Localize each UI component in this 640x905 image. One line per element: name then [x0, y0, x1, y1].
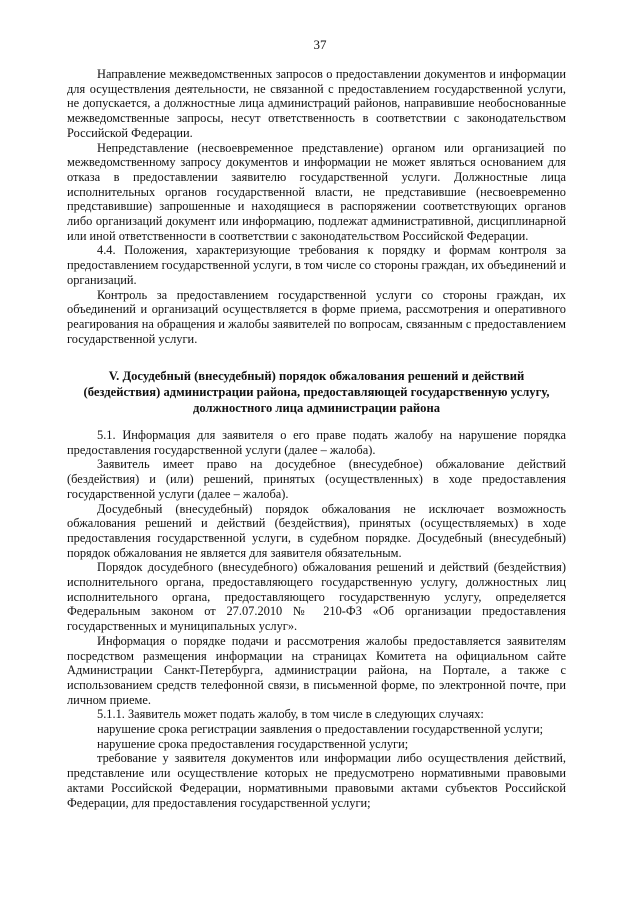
paragraph: Контроль за предоставлением государственной услуги со стороны граждан, их объединений и организаций осуществляется в форме приема, рассмотрения и оперативного реагирования на обращения и жалобы заявителей по вопросам, связанным с предоставлением государственной услуги.	[67, 287, 566, 346]
paragraph: 5.1. Информация для заявителя о его праве подать жалобу на нарушение порядка предоставления государственной услуги (далее – жалоба).	[67, 428, 566, 457]
paragraph: Информация о порядке подачи и рассмотрения жалобы предоставляется заявителям посредством размещения информации на страницах Комитета на официальном сайте Администрации Санкт-Петербурга, администрации района, на Портале, а также с использованием средств телефонной связи, в письменной форме, по электронной почте, при личном приеме.	[67, 633, 566, 707]
page-number: 37	[313, 37, 327, 52]
paragraph: 4.4. Положения, характеризующие требования к порядку и формам контроля за предоставлением государственной услуги, в том числе со стороны граждан, их объединений и организаций.	[67, 243, 566, 287]
section-heading	[67, 368, 566, 416]
paragraph: нарушение срока предоставления государственной услуги;	[97, 736, 409, 751]
heading-line: (бездействия) администрации района, предоставляющей государственную услугу,	[83, 385, 550, 399]
paragraph: Порядок досудебного (внесудебного) обжалования решений и действий (бездействия) исполнительного органа, предоставляющего государственную услугу, должностных лиц исполнительного органа, предоставляющего государственную услугу, определяется Федеральным законом от 27.07.2010 № 210-ФЗ «Об организации предоставления государственных и муниципальных услуг».	[67, 560, 566, 634]
section-paragraphs	[67, 428, 566, 810]
heading-line: V. Досудебный (внесудебный) порядок обжалования решений и действий	[108, 369, 525, 383]
paragraph: Непредставление (несвоевременное представление) органом или организацией по межведомственному запросу документов и информации не может являться основанием для отказа в предоставлении заявителю государственной услуги. Должностные лица исполнительных органов государственной власти, не представившие (несвоевременно представившие) запрошенные и находящиеся в распоряжении соответствующих органов либо организаций документ или информацию, подлежат административной, дисциплинарной или иной ответственности в соответствии с законодательством Российской Федерации.	[67, 140, 566, 243]
paragraph: требование у заявителя документов или информации либо осуществления действий, представление или осуществление которых не предусмотрено нормативными правовыми актами Российской Федерации, нормативными правовыми актами субъектов Российской Федерации, для предоставления государственной услуги;	[67, 751, 566, 810]
paragraph: Досудебный (внесудебный) порядок обжалования не исключает возможность обжалования решений и действий (бездействия), принятых (осуществляемых) в ходе предоставления государственной услуги, в судебном порядке. Досудебный (внесудебный) порядок обжалования не является для заявителя обязательным.	[67, 501, 566, 560]
paragraph: Заявитель имеет право на досудебное (внесудебное) обжалование действий (бездействия) и (или) решений, принятых (осуществленных) в ходе предоставления государственной услуги (далее – жалоба).	[67, 457, 566, 501]
heading-line: должностного лица администрации района	[192, 401, 441, 415]
top-paragraphs	[67, 67, 566, 346]
paragraph: нарушение срока регистрации заявления о предоставлении государственной услуги;	[97, 722, 544, 737]
paragraph: 5.1.1. Заявитель может подать жалобу, в том числе в следующих случаях:	[97, 707, 484, 722]
paragraph: Направление межведомственных запросов о предоставлении документов и информации для осуществления деятельности, не связанной с предоставлением государственной услуги, не допускается, а должностные лица администраций районов, направившие необоснованные межведомственные запросы, несут ответственность в соответствии с законодательством Российской Федерации.	[67, 67, 566, 140]
